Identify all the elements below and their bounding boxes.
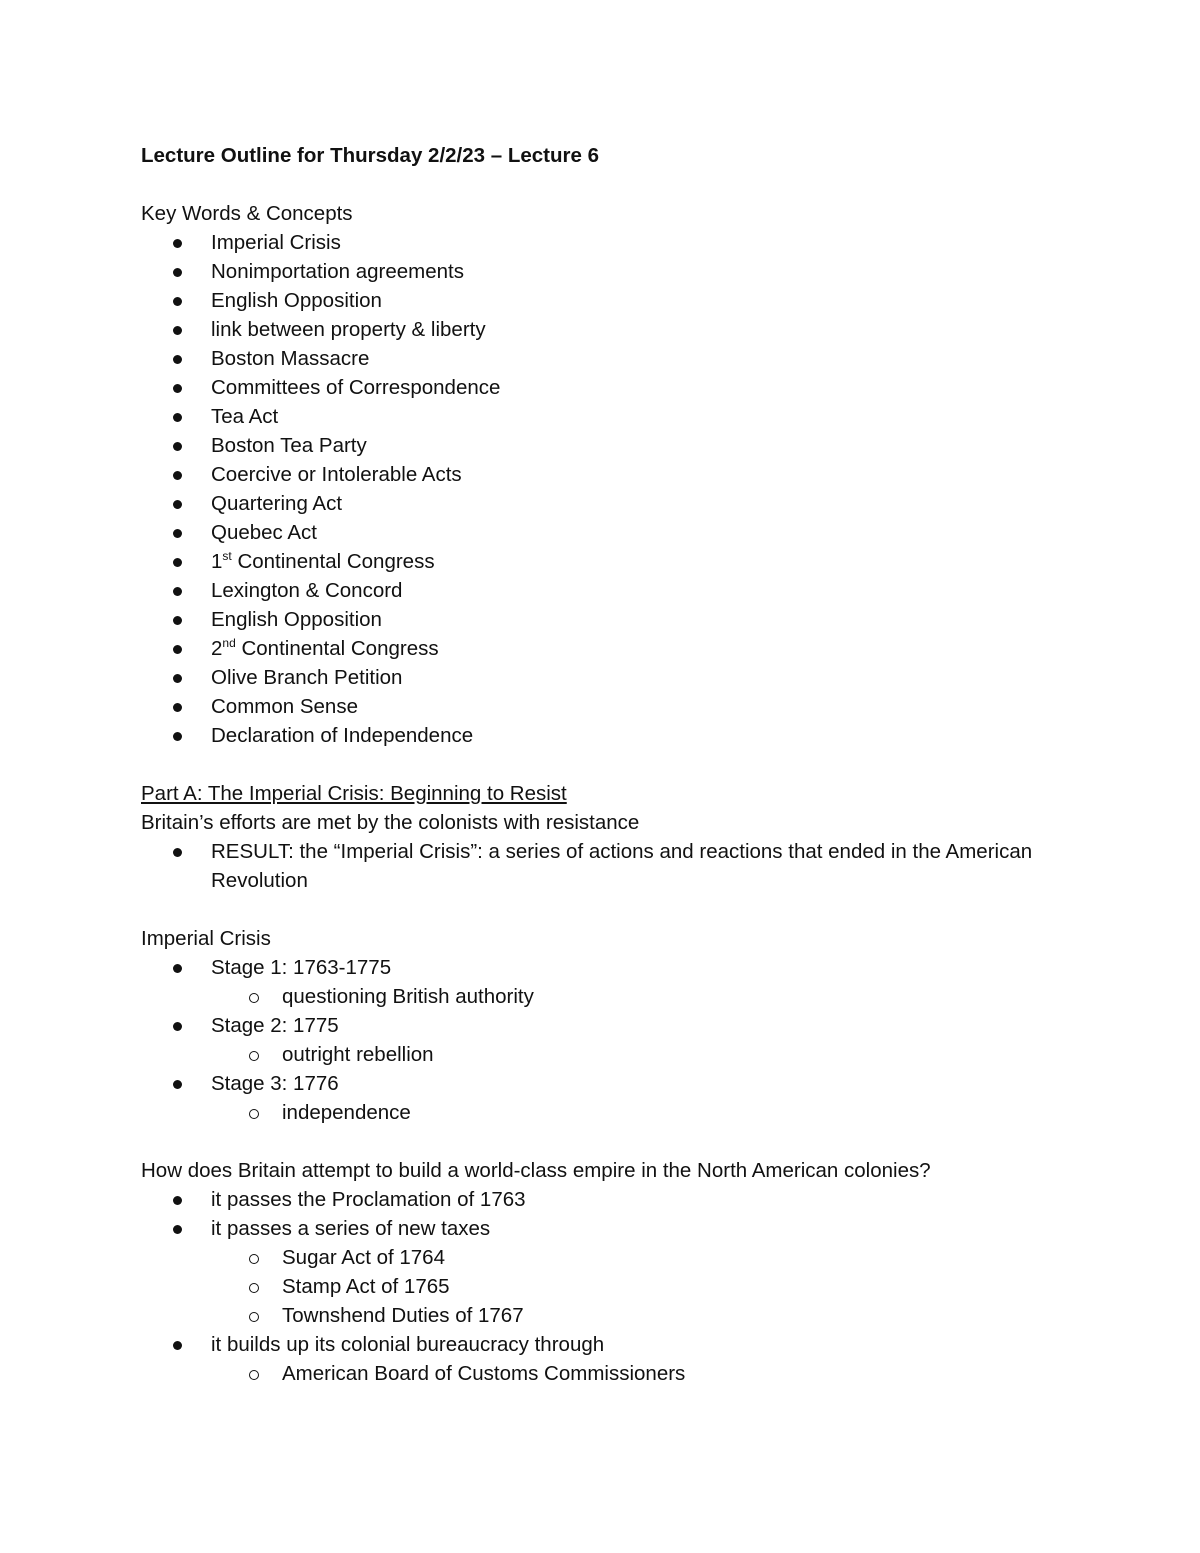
part-a-heading: Part A: The Imperial Crisis: Beginning to Resist — [141, 782, 567, 805]
stage-label: Stage 1: 1763-1775 — [211, 956, 392, 979]
empire-question: How does Britain attempt to build a world-class empire in the North American colonies? — [141, 1159, 931, 1182]
list-item: Lexington & Concord — [211, 576, 1101, 605]
list-item: Tea Act — [211, 402, 1101, 431]
stage-item — [211, 953, 1101, 1011]
stage-item — [211, 1069, 1101, 1127]
list-item: Coercive or Intolerable Acts — [211, 460, 1101, 489]
list-item — [211, 1330, 1101, 1388]
key-words-list — [141, 228, 1101, 750]
list-item: link between property & liberty — [211, 315, 1101, 344]
list-item: Quartering Act — [211, 489, 1101, 518]
stage-sublist — [211, 1040, 1101, 1069]
list-item — [211, 1214, 1101, 1330]
stage-item — [211, 1011, 1101, 1069]
ordinal-number: 1 — [211, 550, 223, 573]
stage-label: Stage 3: 1776 — [211, 1072, 339, 1095]
list-item-second-continental-congress — [211, 634, 1101, 663]
stage-label: Stage 2: 1775 — [211, 1014, 339, 1037]
spacer — [141, 1127, 1101, 1156]
list-item: Olive Branch Petition — [211, 663, 1101, 692]
list-item: Declaration of Independence — [211, 721, 1101, 750]
list-item: Nonimportation agreements — [211, 257, 1101, 286]
taxes-sublist — [211, 1243, 1101, 1330]
spacer — [141, 170, 1101, 199]
bureaucracy-sublist — [211, 1359, 1101, 1388]
empire-list — [141, 1185, 1101, 1388]
ordinal-number: 2 — [211, 637, 223, 660]
item-text: it builds up its colonial bureaucracy through — [211, 1333, 605, 1356]
stage-detail: independence — [282, 1098, 1101, 1127]
list-item: English Opposition — [211, 286, 1101, 315]
list-item: Boston Massacre — [211, 344, 1101, 373]
stage-detail: outright rebellion — [282, 1040, 1101, 1069]
list-item: it passes the Proclamation of 1763 — [211, 1185, 1101, 1214]
item-text: it passes a series of new taxes — [211, 1217, 491, 1240]
sub-list-item: Sugar Act of 1764 — [282, 1243, 1101, 1272]
imperial-crisis-heading: Imperial Crisis — [141, 927, 271, 950]
list-item: Committees of Correspondence — [211, 373, 1101, 402]
spacer — [141, 895, 1101, 924]
page-title: Lecture Outline for Thursday 2/2/23 – Lecture 6 — [141, 144, 599, 167]
stage-detail: questioning British authority — [282, 982, 1101, 1011]
list-item: Common Sense — [211, 692, 1101, 721]
list-item-result: RESULT: the “Imperial Crisis”: a series of actions and reactions that ended in the American Revolution — [211, 837, 1101, 895]
list-item: Quebec Act — [211, 518, 1101, 547]
stages-list — [141, 953, 1101, 1127]
spacer — [141, 750, 1101, 779]
ordinal-suffix: st — [222, 549, 232, 563]
sub-list-item: American Board of Customs Commissioners — [282, 1359, 1101, 1388]
sub-list-item: Stamp Act of 1765 — [282, 1272, 1101, 1301]
stage-sublist — [211, 982, 1101, 1011]
document-body — [141, 141, 1101, 1388]
list-item: Imperial Crisis — [211, 228, 1101, 257]
list-item-first-continental-congress — [211, 547, 1101, 576]
stage-sublist — [211, 1098, 1101, 1127]
sub-list-item: Townshend Duties of 1767 — [282, 1301, 1101, 1330]
item-text: Continental Congress — [235, 637, 439, 660]
part-a-intro: Britain’s efforts are met by the colonists with resistance — [141, 811, 640, 834]
item-text: Continental Congress — [231, 550, 435, 573]
key-words-heading: Key Words & Concepts — [141, 202, 353, 225]
ordinal-suffix: nd — [222, 636, 236, 650]
list-item: Boston Tea Party — [211, 431, 1101, 460]
part-a-list — [141, 837, 1101, 895]
list-item: English Opposition — [211, 605, 1101, 634]
